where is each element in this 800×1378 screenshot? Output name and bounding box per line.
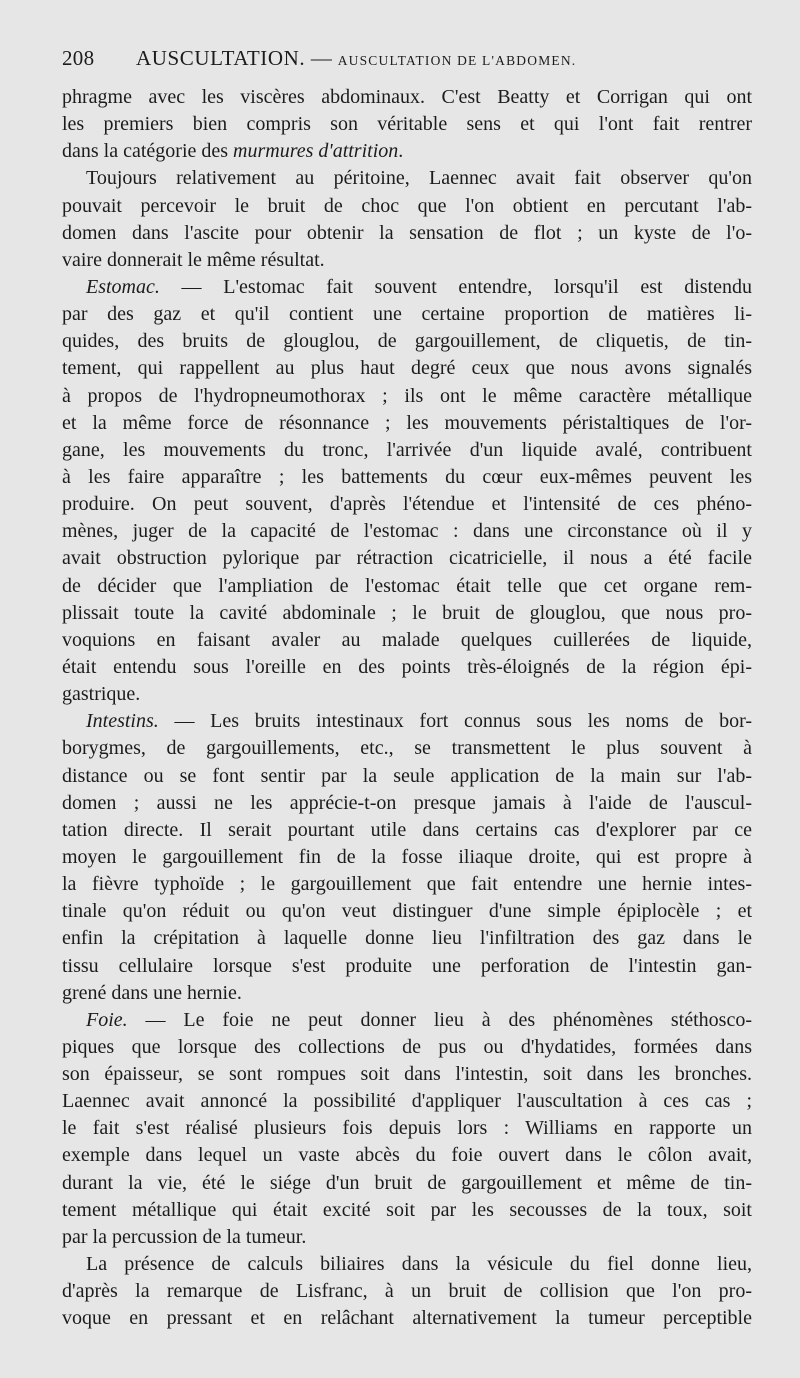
text-line: tement métallique qui était excité soit par les secousses de la toux, soit bbox=[62, 1198, 752, 1221]
text-line: Intestins. — Les bruits intestinaux fort connus sous les noms de bor- bbox=[86, 710, 752, 733]
italic-term: Intestins. bbox=[86, 710, 159, 733]
text-line: Laennec avait annoncé la possibilité d'appliquer l'auscultation à ces cas ; bbox=[62, 1090, 752, 1113]
text-line: avait obstruction pylorique par rétraction cicatricielle, il nous a été facile bbox=[62, 547, 752, 570]
text-line: mènes, juger de la capacité de l'estomac : dans une circonstance où il y bbox=[62, 520, 752, 543]
text-line: et la même force de résonnance ; les mouvements péristaltiques de l'or- bbox=[62, 411, 752, 434]
text-line: gastrique. bbox=[62, 683, 141, 706]
text-line: voque en pressant et en relâchant alternativement la tumeur perceptible bbox=[62, 1307, 752, 1330]
text-line: distance ou se font sentir par la seule application de la main sur l'ab- bbox=[62, 764, 752, 787]
page-number: 208 bbox=[62, 46, 95, 70]
running-subtitle: AUSCULTATION DE L'ABDOMEN. bbox=[337, 53, 577, 68]
text-line: la fièvre typhoïde ; le gargouillement que fait entendre une hernie intes- bbox=[62, 873, 752, 896]
italic-term: murmures d'attrition bbox=[233, 140, 399, 163]
text-line: par des gaz et qu'il contient une certaine proportion de matières li- bbox=[62, 303, 752, 326]
text-line: son épaisseur, se sont rompues soit dans l'intestin, soit dans les bronches. bbox=[62, 1063, 752, 1086]
italic-term: Foie. bbox=[86, 1008, 128, 1031]
text-line: par la percussion de la tumeur. bbox=[62, 1225, 307, 1248]
page-header bbox=[62, 46, 748, 78]
header-dash: — bbox=[310, 46, 333, 70]
text-line: de décider que l'ampliation de l'estomac était telle que cet organe rem- bbox=[62, 574, 752, 597]
text-line: piques que lorsque des collections de pus ou d'hydatides, formées dans bbox=[62, 1035, 752, 1058]
text-line: tinale qu'on réduit ou qu'on veut distinguer d'une simple épiplocèle ; et bbox=[62, 900, 752, 923]
text-line: pouvait percevoir le bruit de choc que l'on obtient en percutant l'ab- bbox=[62, 194, 752, 217]
text-line: domen ; aussi ne les apprécie-t-on presque jamais à l'aide de l'auscul- bbox=[62, 791, 752, 814]
text-line: tation directe. Il serait pourtant utile dans certains cas d'explorer par ce bbox=[62, 818, 752, 841]
italic-term: Estomac. bbox=[86, 275, 160, 298]
text-line: plissait toute la cavité abdominale ; le bruit de glouglou, que nous pro- bbox=[62, 601, 752, 624]
text-line: borygmes, de gargouillements, etc., se transmettent le plus souvent à bbox=[62, 737, 752, 760]
text-line: phragme avec les viscères abdominaux. C'est Beatty et Corrigan qui ont bbox=[62, 86, 752, 108]
text-line: domen dans l'ascite pour obtenir la sensation de flot ; un kyste de l'o- bbox=[62, 221, 752, 244]
text-line: à propos de l'hydropneumothorax ; ils ont le même caractère métallique bbox=[62, 384, 752, 407]
text-line: gane, les mouvements du tronc, l'arrivée d'un liquide avalé, contribuent bbox=[62, 438, 752, 461]
text-line: vaire donnerait le même résultat. bbox=[62, 248, 325, 271]
text-line: tissu cellulaire lorsque s'est produite une perforation de l'intestin gan- bbox=[62, 954, 752, 977]
text-line: Foie. — Le foie ne peut donner lieu à des phénomènes stéthosco- bbox=[86, 1008, 752, 1031]
text-line: quides, des bruits de glouglou, de gargouillement, de cliquetis, de tin- bbox=[62, 330, 752, 353]
text-line: Toujours relativement au péritoine, Laennec avait fait observer qu'on bbox=[86, 167, 752, 190]
text-line: Estomac. — L'estomac fait souvent entendre, lorsqu'il est distendu bbox=[86, 275, 752, 298]
text-line: grené dans une hernie. bbox=[62, 981, 242, 1004]
text-line: tement, qui rappellent au plus haut degré ceux que nous avons signalés bbox=[62, 357, 752, 380]
text-line: enfin la crépitation à laquelle donne lieu l'infiltration des gaz dans le bbox=[62, 927, 752, 950]
text-line: les premiers bien compris son véritable sens et qui l'ont fait rentrer bbox=[62, 113, 752, 136]
text-line: exemple dans lequel un vaste abcès du foie ouvert dans le côlon avait, bbox=[62, 1144, 752, 1167]
text-line: dans la catégorie des murmures d'attrition. bbox=[62, 140, 404, 163]
text-line: était entendu sous l'oreille en des points très-éloignés de la région épi- bbox=[62, 655, 752, 678]
text-line: d'après la remarque de Lisfranc, à un bruit de collision que l'on pro- bbox=[62, 1280, 752, 1303]
text-line: à les faire apparaître ; les battements du cœur eux-mêmes peuvent les bbox=[62, 465, 752, 488]
text-line: voquions en faisant avaler au malade quelques cuillerées de liquide, bbox=[62, 628, 752, 651]
text-line: produire. On peut souvent, d'après l'étendue et l'intensité de ces phéno- bbox=[62, 493, 752, 516]
running-title: AUSCULTATION. bbox=[135, 46, 306, 70]
text-line: moyen le gargouillement fin de la fosse iliaque droite, qui est propre à bbox=[62, 845, 752, 868]
body-text bbox=[62, 84, 752, 1332]
text-line: le fait s'est réalisé plusieurs fois depuis lors : Williams en rapporte un bbox=[62, 1117, 752, 1140]
text-line: durant la vie, été le siége d'un bruit de gargouillement et même de tin- bbox=[62, 1171, 752, 1194]
text-line: La présence de calculs biliaires dans la vésicule du fiel donne lieu, bbox=[86, 1253, 752, 1276]
